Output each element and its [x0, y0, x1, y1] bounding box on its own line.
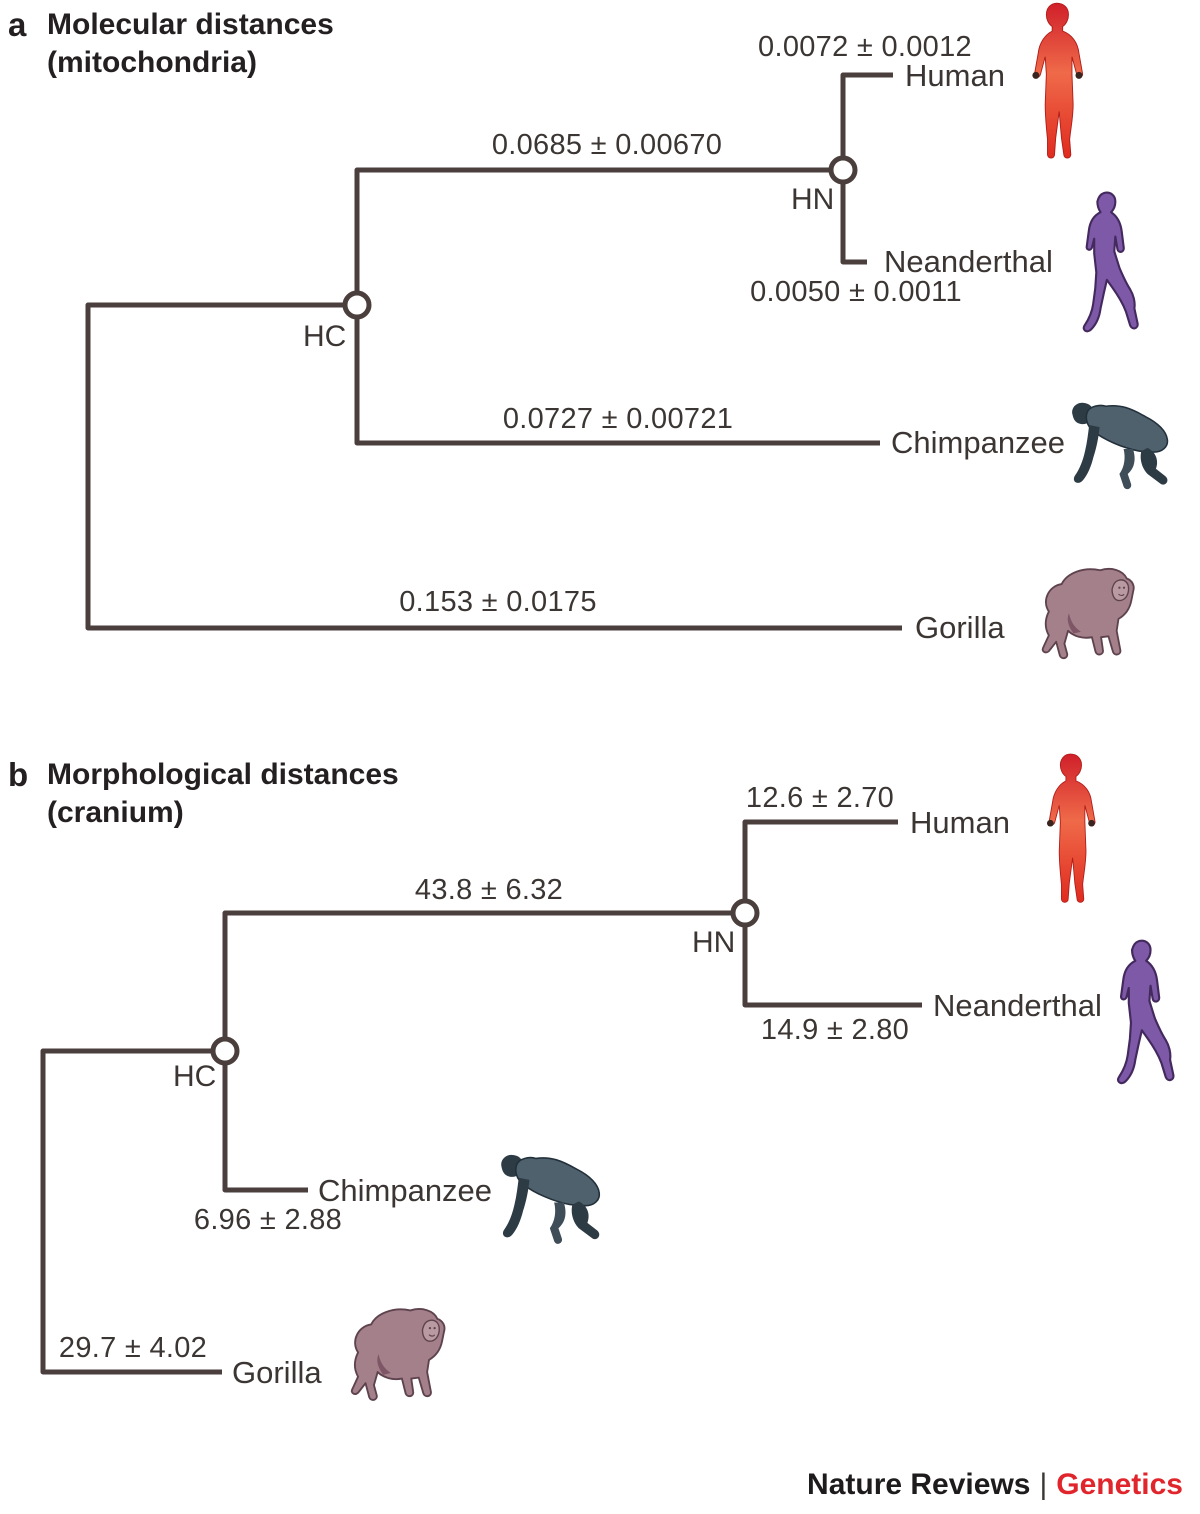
panel-a-title-line2: (mitochondria): [47, 46, 257, 79]
branch-value-gorilla-b: 29.7 ± 4.02: [58, 1332, 208, 1364]
taxon-label-human-b: Human: [910, 805, 1010, 840]
taxon-label-neanderthal-b: Neanderthal: [933, 988, 1102, 1023]
branch-value-human-a: 0.0072 ± 0.0012: [758, 31, 972, 63]
chimpanzee-icon: [1064, 400, 1179, 499]
branch-value-chimpanzee-b: 6.96 ± 2.88: [193, 1204, 343, 1236]
taxon-label-chimpanzee-a: Chimpanzee: [891, 425, 1066, 460]
node-hn-a: [831, 158, 855, 182]
journal-credit: [807, 1468, 1183, 1502]
panel-a-letter: a: [8, 6, 27, 43]
neanderthal-icon: [1106, 938, 1182, 1090]
taxon-label-chimpanzee-b: Chimpanzee: [318, 1173, 493, 1208]
branch-hc-hn-b: [225, 913, 745, 1051]
branch-value-neanderthal-b: 14.9 ± 2.80: [760, 1014, 910, 1046]
panel-a-title-line1: Molecular distances: [47, 8, 334, 41]
branch-value-hc-hn-b: 43.8 ± 6.32: [414, 874, 564, 906]
journal-section: Genetics: [1056, 1468, 1183, 1501]
branch-value-chimpanzee-a: 0.0727 ± 0.00721: [502, 403, 734, 435]
taxon-label-neanderthal-a: Neanderthal: [884, 244, 1053, 279]
branch-value-hc-hn-a: 0.0685 ± 0.00670: [491, 129, 723, 161]
taxon-label-gorilla-b: Gorilla: [232, 1355, 322, 1390]
node-hn-b: [733, 901, 757, 925]
node-label-hn-a: HN: [791, 183, 835, 216]
chimpanzee-icon: [493, 1152, 611, 1254]
neanderthal-icon: [1072, 190, 1146, 338]
human-icon: [1038, 753, 1105, 909]
node-label-hn-b: HN: [692, 926, 736, 959]
panel-b-letter: b: [8, 756, 29, 793]
node-label-hc-a: HC: [303, 320, 347, 353]
node-label-hc-b: HC: [173, 1060, 217, 1093]
journal-name: Nature Reviews: [807, 1468, 1031, 1501]
panel-b-title: [47, 756, 399, 832]
panel-b-title-line1: Morphological distances: [47, 758, 399, 791]
branch-value-gorilla-a: 0.153 ± 0.0175: [399, 586, 597, 618]
branch-hn-neanderthal-b: [745, 913, 922, 1005]
branch-hn-human-a: [843, 75, 893, 170]
branch-value-neanderthal-a: 0.0050 ± 0.0011: [750, 276, 962, 308]
branch-root-gorilla-a: [88, 305, 902, 628]
taxon-label-gorilla-a: Gorilla: [915, 610, 1005, 645]
human-icon: [1023, 2, 1093, 165]
branch-hc-chimpanzee-b: [225, 1051, 308, 1190]
branch-value-human-b: 12.6 ± 2.70: [745, 782, 895, 814]
gorilla-icon: [345, 1300, 457, 1417]
journal-separator: |: [1039, 1468, 1048, 1501]
branch-hn-human-b: [745, 822, 898, 913]
node-hc-a: [345, 293, 369, 317]
gorilla-icon: [1036, 560, 1146, 675]
node-hc-b: [213, 1039, 237, 1063]
taxon-label-human-a: Human: [905, 58, 1005, 93]
panel-a-title: [47, 6, 334, 82]
panel-b-title-line2: (cranium): [47, 796, 184, 829]
